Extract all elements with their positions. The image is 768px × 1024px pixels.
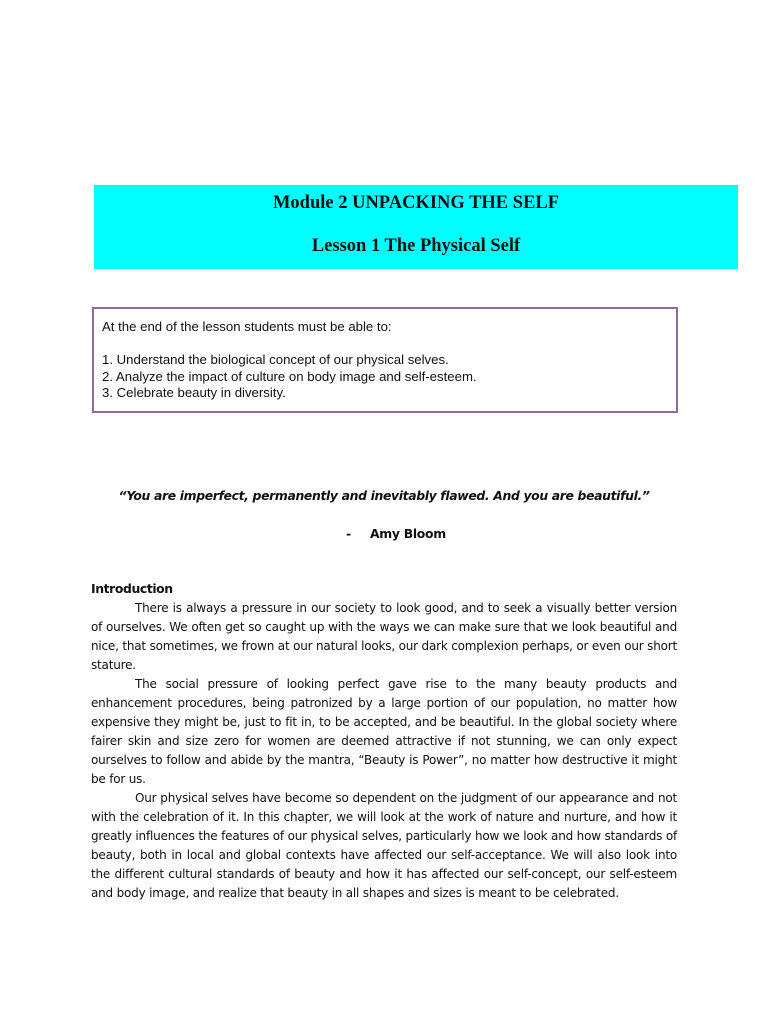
introduction-body xyxy=(91,599,677,903)
introduction-paragraph: The social pressure of looking perfect gave rise to the many beauty products and enhancement procedures, being patronized by a large portion of our population, no matter how expensive they might be, just to fit in, to be accepted, and be beautiful. In the global society where fairer skin and size zero for women are deemed attractive if not stunning, we can only expect ourselves to follow and abide by the mantra, “Beauty is Power”, no matter how destructive it might be for us. xyxy=(91,677,677,786)
objectives-intro: At the end of the lesson students must be able to: xyxy=(102,319,392,334)
quote-author: Amy Bloom xyxy=(370,526,446,541)
quote-attribution xyxy=(346,525,446,543)
introduction-paragraph: There is always a pressure in our society to look good, and to seek a visually better version of ourselves. We often get so caught up with the ways we can make sure that we look beautiful and nice, that sometimes, we frown at our natural looks, our dark complexion perhaps, or even our short stature. xyxy=(91,601,677,672)
attribution-dash: - xyxy=(346,526,351,541)
module-header-banner xyxy=(94,185,738,269)
objective-item: 2. Analyze the impact of culture on body image and self-esteem. xyxy=(102,368,477,384)
objective-item: 1. Understand the biological concept of our physical selves. xyxy=(102,352,449,367)
learning-objectives-box xyxy=(92,307,678,413)
epigraph-quote: “You are imperfect, permanently and inevitably flawed. And you are beautiful.” xyxy=(118,488,650,503)
objectives-list xyxy=(102,352,477,402)
lesson-title: Lesson 1 The Physical Self xyxy=(311,236,521,256)
introduction-paragraph: Our physical selves have become so dependent on the judgment of our appearance and not with the celebration of it. In this chapter, we will look at the work of nature and nurture, and how it greatly influences the features of our physical selves, particularly how we look and how standards of beauty, both in local and global contexts have affected our self-acceptance. We will also look into the different cultural standards of beauty and how it has affected our self-concept, our self-esteem and body image, and realize that beauty in all shapes and sizes is meant to be celebrated. xyxy=(91,791,677,900)
introduction-heading: Introduction xyxy=(91,581,173,596)
module-title: Module 2 UNPACKING THE SELF xyxy=(272,193,560,213)
objective-item: 3. Celebrate beauty in diversity. xyxy=(102,385,286,400)
